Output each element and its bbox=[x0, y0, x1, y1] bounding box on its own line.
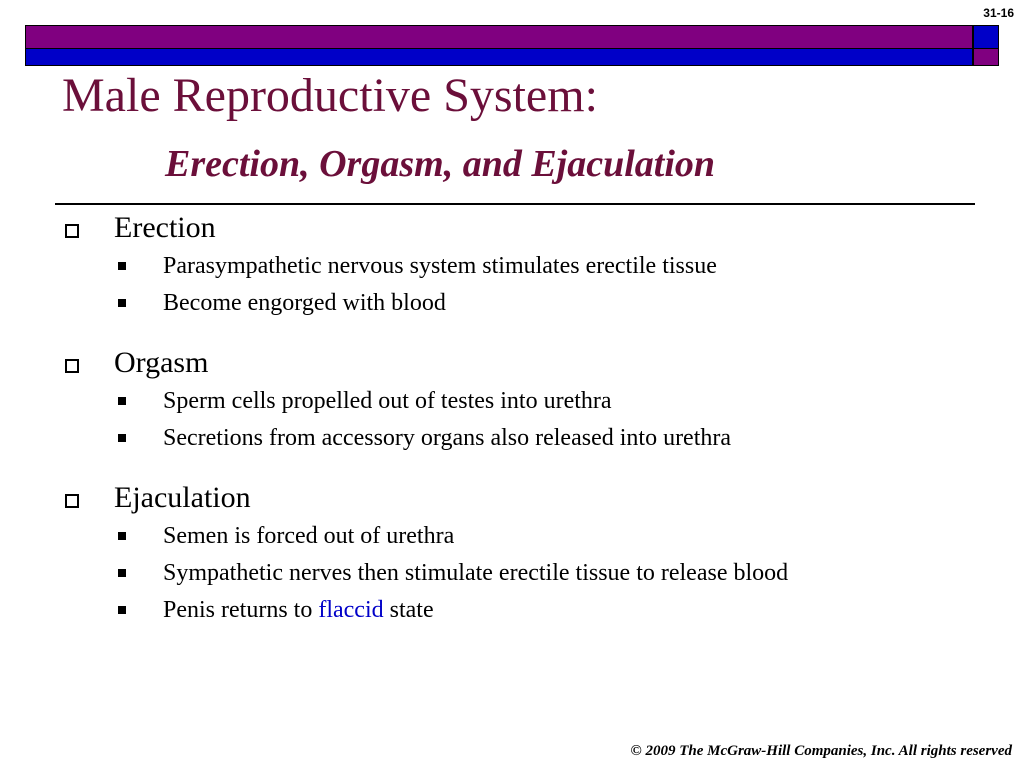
list-item-text: Parasympathetic nervous system stimulates erectile tissue bbox=[163, 253, 717, 279]
header-band-purple bbox=[25, 25, 973, 49]
section-heading-label: Orgasm bbox=[114, 346, 209, 379]
list-item-text: Sperm cells propelled out of testes into urethra bbox=[163, 388, 612, 414]
copyright-footer: © 2009 The McGraw-Hill Companies, Inc. All rights reserved bbox=[630, 743, 1012, 759]
header-square-purple bbox=[973, 49, 999, 66]
list-item bbox=[62, 592, 1002, 629]
list-item-text: Sympathetic nerves then stimulate erectile tissue to release blood bbox=[163, 560, 789, 586]
hollow-square-bullet-icon bbox=[65, 494, 79, 508]
section-ejaculation bbox=[62, 478, 1002, 629]
list-item-text-before: Penis returns to bbox=[163, 597, 319, 623]
header-band-blue bbox=[25, 49, 973, 66]
section-heading bbox=[62, 343, 1002, 383]
filled-square-bullet-icon bbox=[118, 299, 126, 307]
list-item-text-after: state bbox=[383, 597, 434, 623]
list-item-text: Become engorged with blood bbox=[163, 290, 446, 316]
list-item bbox=[62, 285, 1002, 322]
filled-square-bullet-icon bbox=[118, 397, 126, 405]
section-heading-label: Ejaculation bbox=[114, 481, 251, 514]
section-heading bbox=[62, 208, 1002, 248]
filled-square-bullet-icon bbox=[118, 434, 126, 442]
header-square-blue bbox=[973, 25, 999, 49]
list-item-text: Semen is forced out of urethra bbox=[163, 523, 455, 549]
list-item bbox=[62, 248, 1002, 285]
section-heading bbox=[62, 478, 1002, 518]
filled-square-bullet-icon bbox=[118, 606, 126, 614]
filled-square-bullet-icon bbox=[118, 532, 126, 540]
filled-square-bullet-icon bbox=[118, 569, 126, 577]
section-orgasm bbox=[62, 343, 1002, 457]
list-item bbox=[62, 555, 1002, 592]
section-heading-label: Erection bbox=[114, 211, 216, 244]
slide-subtitle: Erection, Orgasm, and Ejaculation bbox=[165, 143, 716, 185]
list-item bbox=[62, 383, 1002, 420]
filled-square-bullet-icon bbox=[118, 262, 126, 270]
slide-number: 31-16 bbox=[983, 6, 1014, 20]
hollow-square-bullet-icon bbox=[65, 224, 79, 238]
list-item-text: Secretions from accessory organs also released into urethra bbox=[163, 425, 732, 451]
title-rule bbox=[55, 203, 975, 205]
slide-content bbox=[62, 208, 1002, 629]
hollow-square-bullet-icon bbox=[65, 359, 79, 373]
section-erection bbox=[62, 208, 1002, 322]
list-item bbox=[62, 518, 1002, 555]
slide-title: Male Reproductive System: bbox=[62, 69, 598, 122]
highlighted-term: flaccid bbox=[318, 597, 384, 623]
list-item bbox=[62, 420, 1002, 457]
